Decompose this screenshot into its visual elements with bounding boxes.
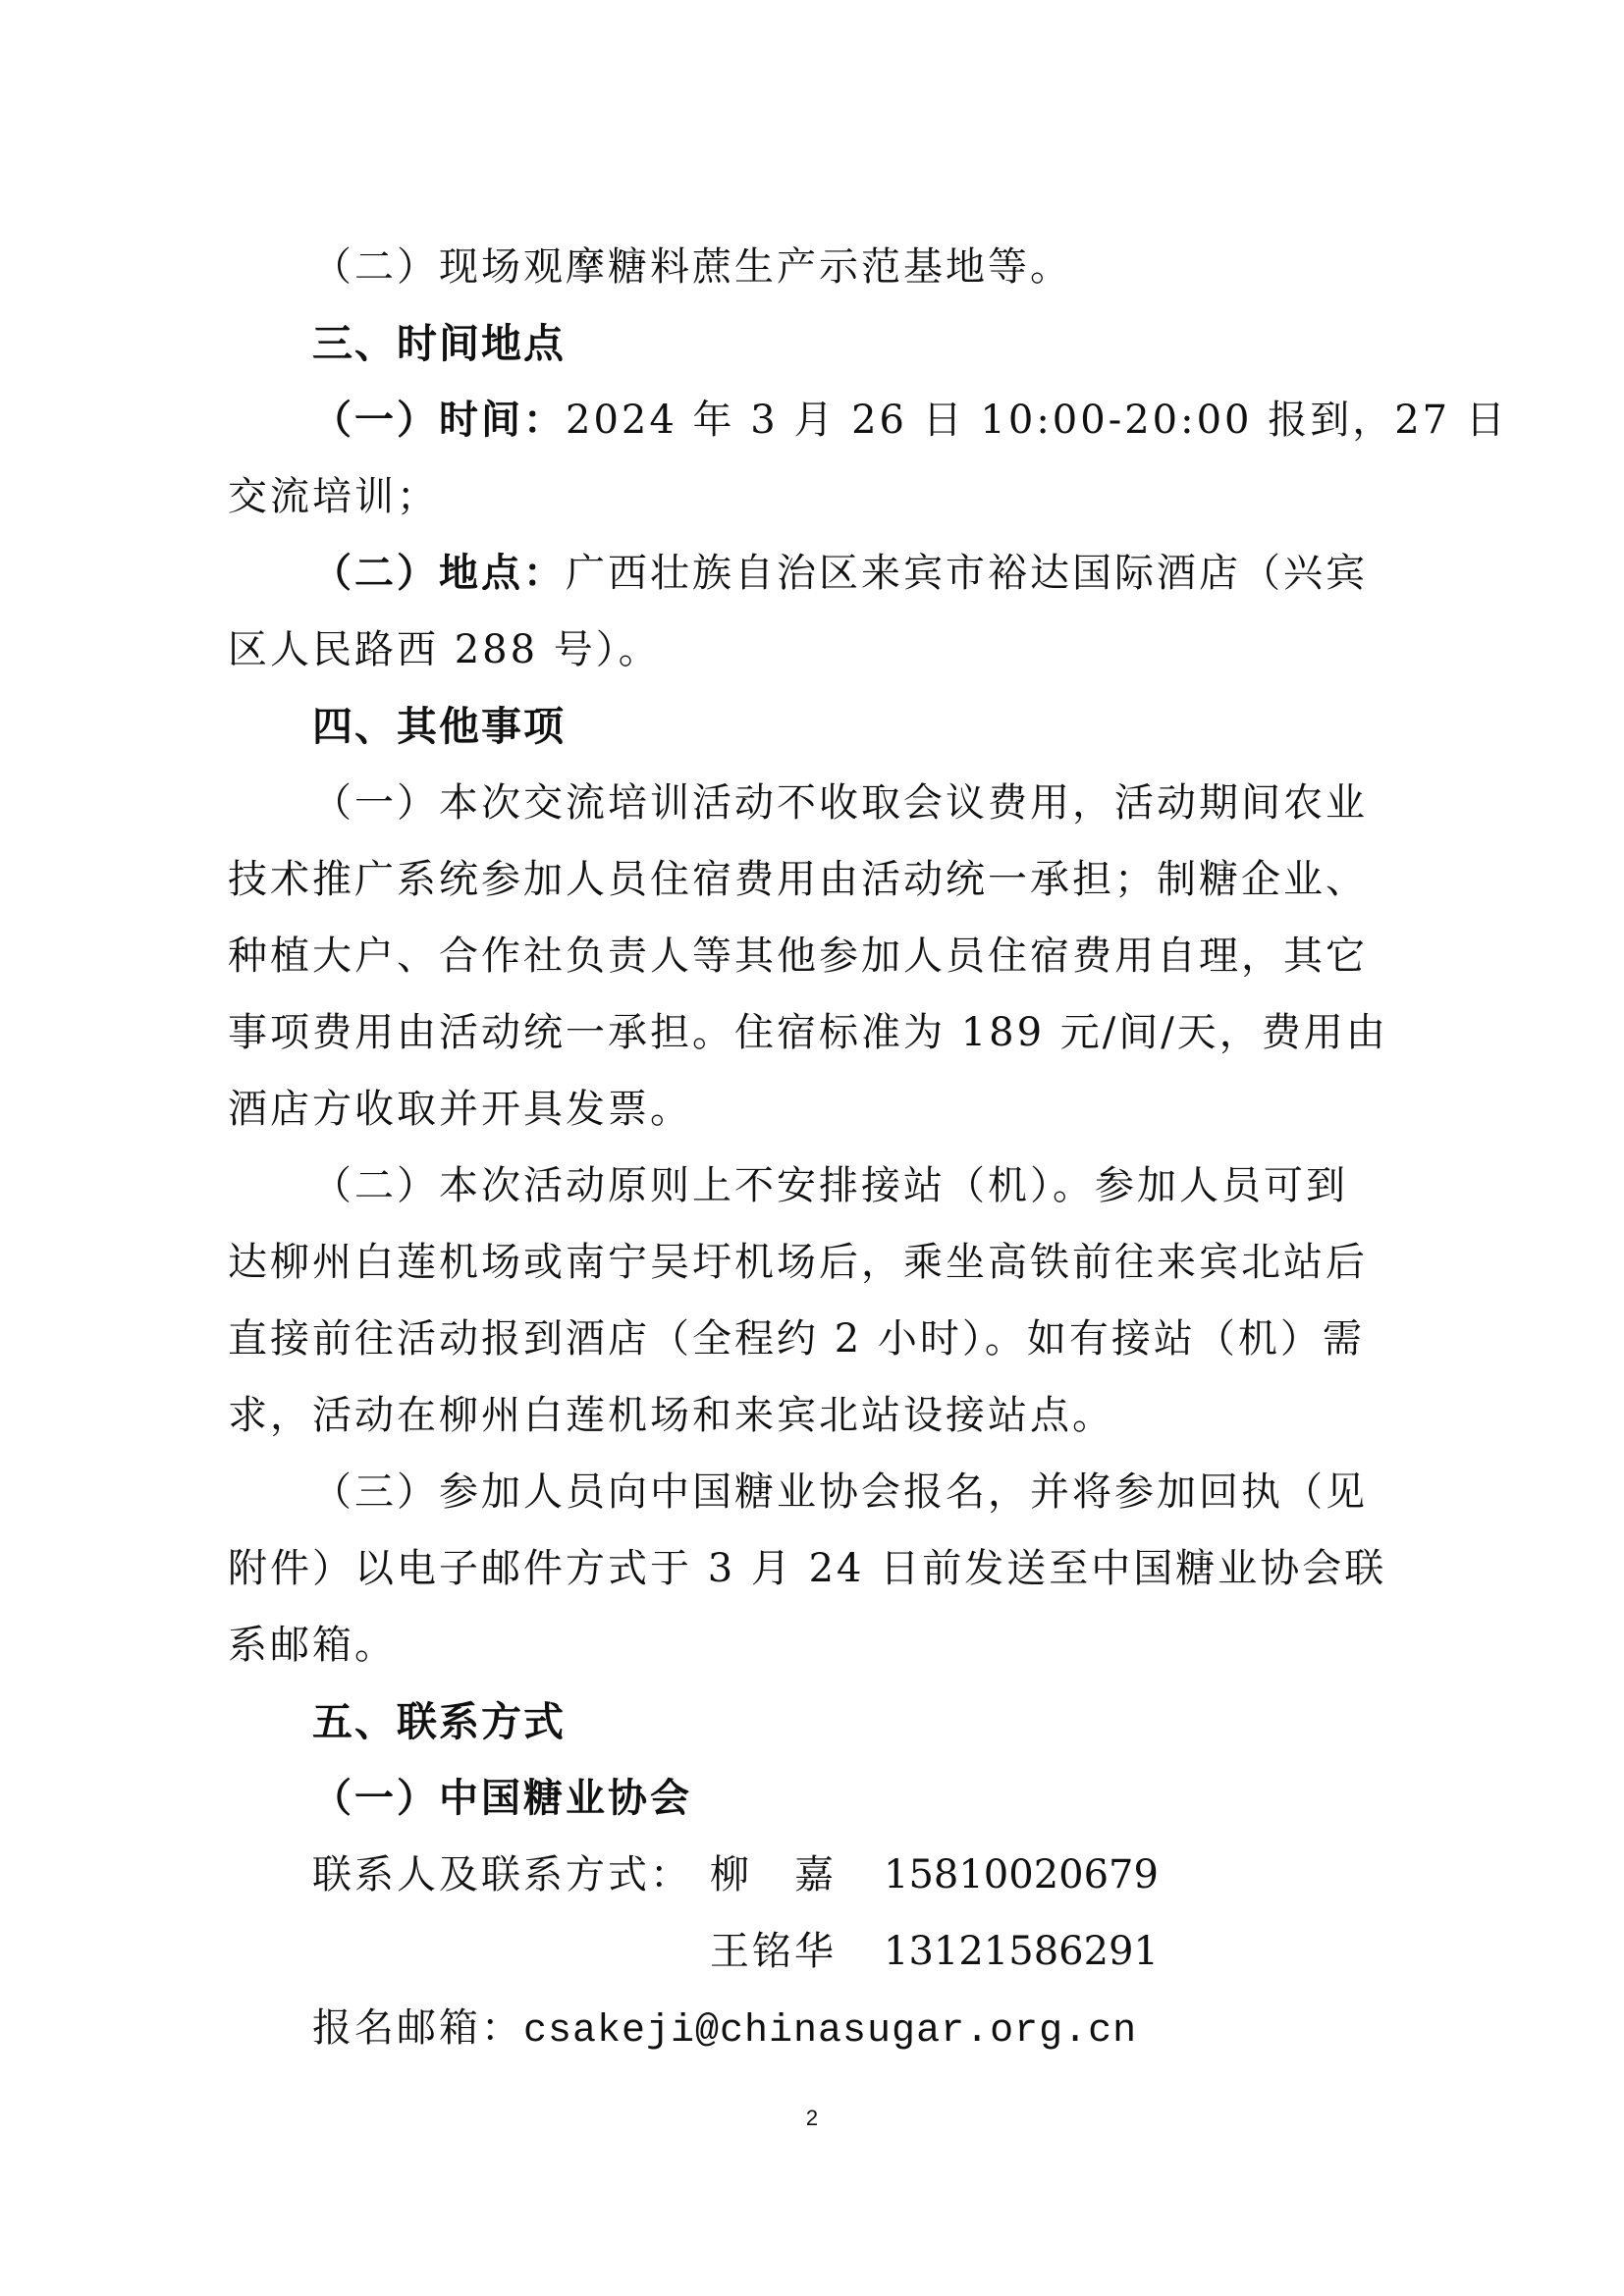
item-location-value: 广西壮族自治区来宾市裕达国际酒店（兴宾 bbox=[566, 551, 1368, 596]
item-time-value: 2024 年 3 月 26 日 10:00-20:00 报到，27 日 bbox=[566, 398, 1508, 443]
item-time-continued: 交流培训； bbox=[228, 474, 439, 519]
item-location-label: （二）地点： bbox=[312, 551, 566, 596]
paragraph-registration-line-2: 附件）以电子邮件方式于 3 月 24 日前发送至中国糖业协会联 bbox=[228, 1546, 1387, 1591]
registration-email-line bbox=[312, 1999, 1137, 2057]
section-heading-contact: 五、联系方式 bbox=[312, 1698, 566, 1745]
item-time bbox=[312, 391, 1508, 450]
item-site-visit: （二）现场观摩糖料蔗生产示范基地等。 bbox=[312, 244, 1072, 290]
contact-label: 联系人及联系方式： bbox=[312, 1852, 692, 1897]
paragraph-registration-line-3: 系邮箱。 bbox=[228, 1623, 397, 1668]
paragraph-transport-line-4: 求，活动在柳州白莲机场和来宾北站设接站点。 bbox=[228, 1393, 1114, 1438]
paragraph-transport-line-1: （二）本次活动原则上不安排接站（机）。参加人员可到 bbox=[312, 1163, 1348, 1208]
page-number: 2 bbox=[805, 2106, 819, 2130]
contact-name-2: 王铭华 bbox=[710, 1929, 837, 1974]
contact-phone-1: 15810020679 bbox=[884, 1852, 1159, 1897]
paragraph-transport-line-2: 达柳州白莲机场或南宁吴圩机场后，乘坐高铁前往来宾北站后 bbox=[228, 1240, 1368, 1285]
section-heading-other-matters: 四、其他事项 bbox=[312, 703, 566, 750]
contact-name-1: 柳 嘉 bbox=[710, 1852, 837, 1897]
contact-phone-2: 13121586291 bbox=[884, 1929, 1159, 1974]
paragraph-transport-line-3: 直接前往活动报到酒店（全程约 2 小时）。如有接站（机）需 bbox=[228, 1316, 1365, 1362]
registration-email-link[interactable]: csakeji@chinasugar.org.cn bbox=[523, 2009, 1138, 2054]
paragraph-fees-line-5: 酒店方收取并开具发票。 bbox=[228, 1087, 692, 1132]
paragraph-fees-line-3: 种植大户、合作社负责人等其他参加人员住宿费用自理，其它 bbox=[228, 934, 1368, 979]
paragraph-fees-line-1: （一）本次交流培训活动不收取会议费用，活动期间农业 bbox=[312, 780, 1368, 826]
registration-email-label: 报名邮箱： bbox=[312, 2005, 523, 2051]
subheading-china-sugar-association: （一）中国糖业协会 bbox=[312, 1776, 692, 1821]
paragraph-registration-line-1: （三）参加人员向中国糖业协会报名，并将参加回执（见 bbox=[312, 1469, 1368, 1515]
paragraph-fees-line-2: 技术推广系统参加人员住宿费用由活动统一承担；制糖企业、 bbox=[228, 857, 1368, 902]
paragraph-fees-line-4: 事项费用由活动统一承担。住宿标准为 189 元/间/天，费用由 bbox=[228, 1010, 1388, 1055]
section-heading-time-location: 三、时间地点 bbox=[312, 320, 566, 367]
item-location bbox=[312, 544, 1406, 603]
item-location-continued: 区人民路西 288 号）。 bbox=[228, 627, 661, 672]
item-time-label: （一）时间： bbox=[312, 398, 566, 443]
